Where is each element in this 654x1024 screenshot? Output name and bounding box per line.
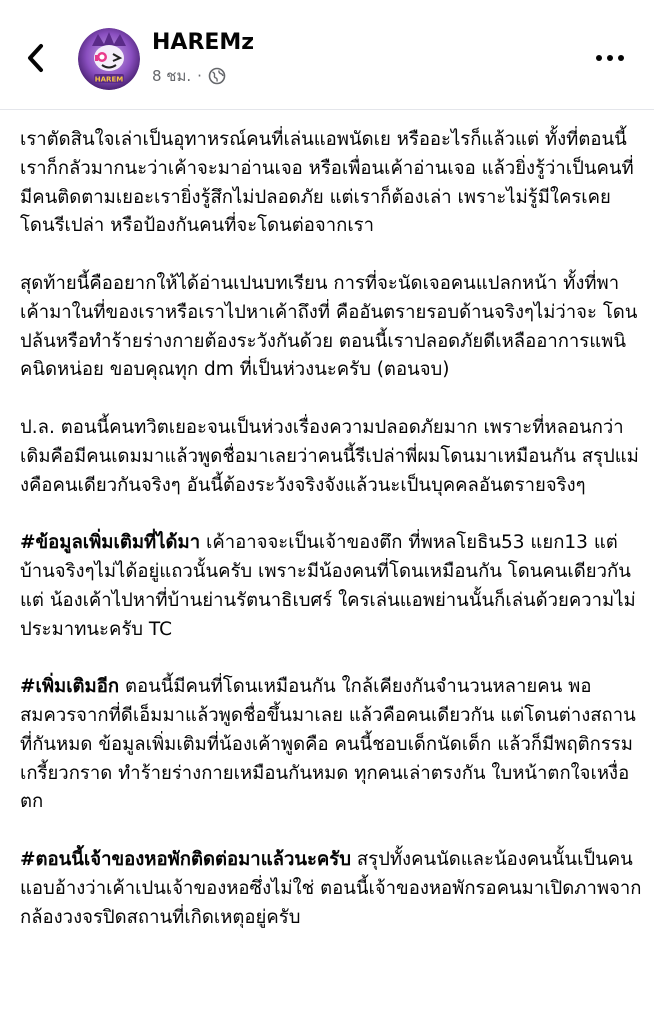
back-button[interactable] — [18, 40, 54, 76]
post-time[interactable]: 8 ชม. — [152, 67, 192, 85]
avatar[interactable] — [78, 28, 140, 90]
post-paragraph-3: ป.ล. ตอนนี้คนทวิตเยอะจนเป็นห่วงเรื่องความปลอดภัยมาก เพราะที่หลอนกว่าเดิมคือมีคนเดมมาแล้วพูดชื่อมาเลยว่าคนนี้รีเปล่าพี่ผมโดนมาเหมือนกัน สรุปแม่งคือคนเดียวกันจริงๆ อันนี้ต้องระวังจริงจังแล้วนะเป็นบุคคลอันตรายจริงๆ — [20, 416, 639, 496]
paragraph-6-text: สรุปทั้งคนนัดและน้องคนนั้นเป็นคนแอบอ้างว่าเค้าเปนเจ้าของหอซึ่งไม่ใช่ ตอนนี้เจ้าของหอพักรอคนมาเปิดภาพจากกล้องวงจรปิดสถานที่เกิดเหตุอยู่ครับ — [20, 848, 642, 928]
more-horizontal-icon — [595, 54, 625, 62]
post-header — [0, 0, 654, 110]
post-meta — [152, 64, 226, 88]
post-body — [20, 126, 644, 961]
more-options-button[interactable] — [592, 46, 628, 70]
page-name[interactable]: HAREMz — [152, 30, 255, 55]
avatar-logo-text: HAREM — [94, 75, 124, 84]
post-paragraph-5 — [20, 673, 644, 817]
post-paragraph-4 — [20, 529, 644, 644]
hashtag-extra-info[interactable]: #ข้อมูลเพิ่มเติมที่ได้มา — [20, 532, 201, 554]
hashtag-dorm-owner[interactable]: #ตอนนี้เจ้าของหอพักติดต่อมาแล้วนะครับ — [20, 848, 351, 870]
post-paragraph-1: เราตัดสินใจเล่าเป็นอุทาหรณ์คนที่เล่นแอพนัดเย หรืออะไรก็แล้วแต่ ทั้งที่ตอนนี้เราก็กลัวมากนะว่าเค้าจะมาอ่านเจอ หรือเพื่อนเค้าอ่านเจอ แล้วยิ่งรู้ว่าเป็นคนที่มีคนติดตามเยอะเรายิ่งรู้สึกไม่ปลอดภัย แต่เราก็ต้องเล่า เพราะไม่รู้มีใครเคย โดนรีเปล่า หรือป้องกันคนที่จะโดนต่อจากเรา — [20, 129, 634, 237]
chevron-left-icon — [25, 43, 47, 73]
hashtag-more[interactable]: #เพิ่มเติมอีก — [20, 676, 120, 698]
paragraph-4-text: เค้าอาจจะเป็นเจ้าของตึก ที่พหลโยธิน53 แยก13 แต่บ้านจริงๆไม่ได้อยู่แถวนั้นครับ เพราะมีน้องคนที่โดนเหมือนกัน โดนคนเดียวกันแต่ น้องเค้าไปหาที่บ้านย่านรัตนาธิเบศร์ ใครเล่นแอพย่านนั้นก็เล่นด้วยความไม่ประมาทนะครับ TC — [20, 532, 636, 640]
post-paragraph-2: สุดท้ายนี้คืออยากให้ได้อ่านเปนบทเรียน การที่จะนัดเจอคนแปลกหน้า ทั้งที่พาเค้ามาในที่ของเราหรือเราไปหาเค้าถึงที่ คืออันตรายรอบด้านจริงๆไม่ว่าจะ โดนปล้นหรือทำร้ายร่างกายต้องระวังกันด้วย ตอนนี้เราปลอดภัยดีเหลืออาการแพนิคนิดหน่อย ขอบคุณทุก dm ที่เป็นห่วงนะครับ (ตอนจบ) — [20, 272, 638, 381]
meta-dot: · — [197, 67, 202, 85]
post-paragraph-6 — [20, 846, 644, 932]
paragraph-5-text: ตอนนี้มีคนที่โดนเหมือนกัน ใกล้เคียงกันจำนวนหลายคน พอสมควรจากที่ดีเอ็มมาแล้วพูดชื่อขึ้นมาเลย แล้วคือคนเดียวกัน แต่โดนต่างสถานที่กันหมด ข้อมูลเพิ่มเติมที่น้องเค้าพูดคือ คนนี้ชอบเด็กนัดเด็ก แล้วก็มีพฤติกรรมเกรี้ยวกราด ทำร้ายร่างกายเหมือนกันหมด ทุกคนเล่าตรงกัน ใบหน้าตกใจเหงื่อตก — [20, 676, 636, 813]
globe-icon — [208, 67, 226, 85]
